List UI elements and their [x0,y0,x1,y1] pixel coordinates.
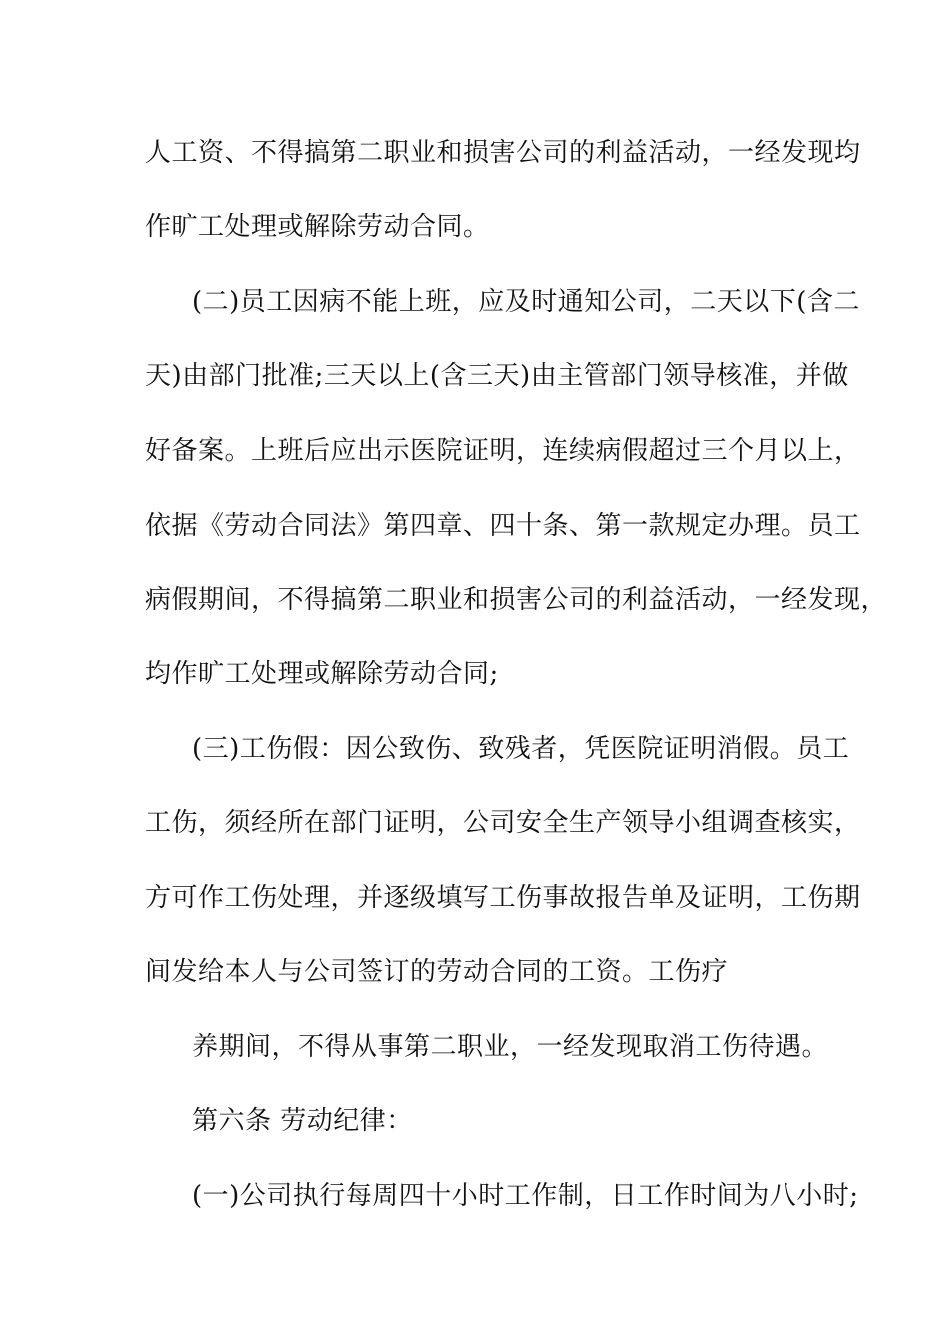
text-line: 天)由部门批准;三天以上(含三天)由主管部门领导核准，并做 [145,361,849,391]
text-line: 方可作工伤处理，并逐级填写工伤事故报告单及证明，工伤期 [145,883,861,913]
article-heading: 第六条 劳动纪律： [192,1106,413,1136]
text-line: 作旷工处理或解除劳动合同。 [145,212,490,242]
text-line: 依据《劳动合同法》第四章、四十条、第一款规定办理。员工 [145,511,861,541]
paragraph-start-line: (二)员工因病不能上班，应及时通知公司，二天以下(含二 [192,287,860,317]
paragraph-start-line: (三)工伤假：因公致伤、致残者，凭医院证明消假。员工 [192,734,850,764]
text-line: 病假期间，不得搞第二职业和损害公司的利益活动，一经发现， [145,585,888,615]
text-line: 人工资、不得搞第二职业和损害公司的利益活动，一经发现均 [145,138,861,168]
text-line: 工伤，须经所在部门证明，公司安全生产领导小组调查核实， [145,808,861,838]
text-line: 均作旷工处理或解除劳动合同; [145,659,499,689]
text-line: 间发给本人与公司签订的劳动合同的工资。工伤疗 [145,957,729,987]
text-line: 好备案。上班后应出示医院证明，连续病假超过三个月以上， [145,436,861,466]
paragraph-start-line: (一)公司执行每周四十小时工作制，日工作时间为八小时; [192,1181,859,1211]
paragraph-start-line: 养期间，不得从事第二职业，一经发现取消工伤待遇。 [192,1032,829,1062]
